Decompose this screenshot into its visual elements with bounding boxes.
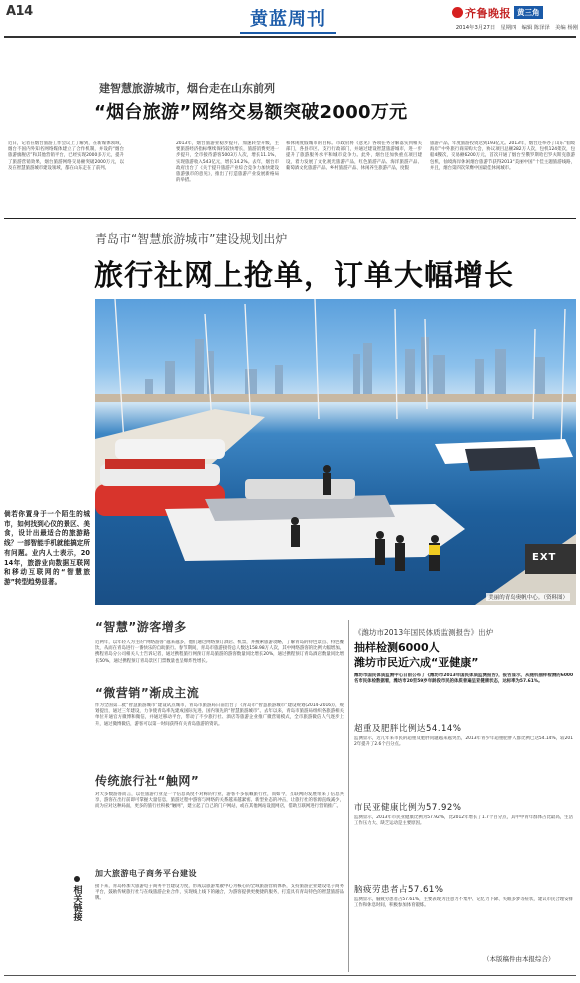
intro-text: 倘若你置身于一个陌生的城市，如何找到心仪的景区、美食，设计出最适合的旅游路线？一部智能手机就能搞定所有问题。业内人士表示，2014年，旅游业向数据互联网和移动互联网的“智慧旅游”转型趋势显著。 (4, 510, 90, 586)
article2-sub2-text: 作为全国第二批“智慧旅游城市”建设试点城市，青岛市旅游局日前出台了《青岛市“智慧旅游城市”建设规划(2014-2016)》，规划提出，通过三年建设，力争使青岛率先建成国际先进、国内领先的“智慧旅游城市”。去年以来，青岛市旅游局组织各旅游相关单位开通官方微博和微信，并通过移动平台，带动了不少旅行社、酒店等旅游企业推广微营销模式，全市旅游微信人气逐步上升，通过微博微信，游客可以第一时间获得有关青岛旅游的资讯。 (95, 703, 344, 727)
header-rule (4, 36, 576, 38)
article2-sub1: “智慧”游客增多 (95, 620, 187, 634)
article3-sub1: 超重及肥胖比例达54.14% (354, 724, 462, 734)
page-number: A14 (6, 4, 33, 19)
article3-sub3-text: 监测显示，脑疲劳患者占57.61%，主要表现为注意力不集中、记忆力下降、失眠多梦等症状，建议市民合理安排工作和休息时间，积极参加体育锻炼。 (354, 897, 573, 909)
article2-title: 旅行社网上抢单，订单大幅增长 (94, 258, 515, 292)
article1-kicker: 建智慧旅游城市，烟台走在山东前列 (99, 82, 275, 95)
column-divider (348, 620, 349, 972)
article2-sub1-text: 近两年，以年轻人为主的“网络游客”越来越多，他们通过网络预订酒店、机票，并搜索旅游攻略，了解青岛的特色景点、特色餐饮，从而在青岛进行一番快乐的自助旅行。春节期间，青岛市旅游接待总人数达158.98万人次，其中网络游客的比例大幅增加。携程青岛分公司相关人士告诉记者，通过携程旅行网预订青岛旅游的游客数量同比增长20%，通过携程预订青岛酒店数量同比增长50%，通过携程预订青岛景区门票数量也呈爆炸性增长。 (95, 640, 344, 664)
marina-photo-illustration (95, 299, 576, 605)
section-banner (232, 2, 344, 36)
related-link-text: 相关链接 (71, 885, 82, 921)
date-line: 2014年3月27日 星期四 编辑 陈泽泽 美编 杨刚 (455, 25, 578, 31)
article1-bottom-rule (4, 218, 576, 219)
article3-title-2: 潍坊市民近六成“亚健康” (354, 656, 479, 669)
article2-sub2: “微营销”渐成主流 (95, 686, 200, 700)
paper-logo (452, 5, 543, 20)
paper-logo-icon (452, 7, 463, 18)
article3-kicker: 《潍坊市2013年国民体质监测报告》出炉 (354, 628, 494, 637)
article1-column-2: 2013年，烟台旅游业稳步提升，加速转型升级，主要旅游经济指标继续保持较快增长，旅游消费更进一步提升，全市接待游客5003万人次，增长11.1%，实现旅游收入543亿元，增长14.2%。去年，烟台市政府出台了《关于提升旅游产业综合竞争力加快建设旅游强市的意见》，推出了打造旅游产业发展新格局的举措。 (176, 141, 279, 184)
article2-kicker: 青岛市“智慧旅游城市”建设规划出炉 (95, 232, 288, 246)
footer-rule (4, 975, 576, 976)
article3-sub2-text: 监测显示，2013年市民亚健康比例为57.92%，比2012年增长了1.7个百分点，其中中青年群体占比最高，生活工作压力大、缺乏运动是主要原因。 (354, 815, 573, 827)
article2-sub3-text: 对大多数游客而言，以往旅游行业是一个信息高度不对称的行业，游客不多依赖旅行社，而如今，互联网的发展带来了信息共享，游客在出行前即可掌握大量信息，旅游过程中游客与网络的关系越来越紧密。新型业态的冲击，让旅行社的客源直线减少，而为应对这种局面，更多的旅行社积极“触网”，建立起了自己的门户网站，或在其他网站设置网店，借助互联网进行营销推广。 (95, 792, 344, 810)
marina-photo (95, 299, 576, 605)
article3-sub3: 脑疲劳患者占57.61% (354, 885, 444, 895)
section-title: 黄蓝周刊 (250, 9, 326, 30)
article2-sub4-text: 接下来，青岛将加大旅游电子商务平台建设力度，形成以旅游集散中心为核心的全域旅游营销体系，支持旅游企业建设电子商务平台，鼓励传统旅行社与在线旅游企业合作，实现线上线下的融合，为游客提供更便捷的服务，打造具有青岛特色的智慧旅游品牌。 (95, 884, 344, 902)
article3-lead: 潍坊市国民体质监测中心日前公布了《潍坊市2013年国民体质监测报告》，报告显示，从随机抽样检测的6000名市民体检数据看，潍坊市20至59岁年龄段市民的体质普遍呈亚健康状态，达标率为57.61%。 (354, 673, 573, 685)
paper-name: 齐鲁晚报 (465, 6, 511, 20)
article1-title: “烟台旅游”网络交易额突破2000万元 (94, 102, 408, 123)
related-link-label (70, 876, 84, 921)
article2-sub3: 传统旅行社“触网” (95, 774, 200, 788)
paper-tag: 黄三角 (514, 6, 543, 19)
related-link-marker-icon (74, 876, 80, 882)
article3-title-1: 抽样检测6000人 (354, 641, 440, 654)
article2-sub4: 加大旅游电子商务平台建设 (95, 869, 197, 878)
article3-source: （本版稿件由本报综合） (483, 955, 555, 963)
section-banner-underline (240, 32, 336, 34)
article1-column-3: 和休闲度假城市的目标。市政府将《意见》各项任务分解落实到相关部门，各县市区、支行行政部门，并通过建设智慧旅游城市，进一步提升了旅游服务水平和城市竞争力。此外，烟台还加快重点项目建设，着力发展了文化观光旅游产品，红色旅游产品、海洋旅游产品、葡萄酒文化旅游产品、乡村旅游产品、休闲养生旅游产品，度假 (286, 141, 422, 171)
photo-caption: 美丽的青岛奥帆中心。（资料图） (488, 595, 568, 601)
article3-sub1-text: 监测显示，近几年来市民的超重及肥胖问题越来越突出，2013年青少年超重肥胖人群比例已达54.14%，较2012年提升了2.6个百分点。 (354, 736, 573, 748)
article3-sub2: 市民亚健康比例为57.92% (354, 803, 462, 813)
intro-box (4, 510, 90, 644)
article1-column-1: 近日，记者在烟台旅游工作会议上了解到，在新媒体领域，烟台不国内外知名网络媒体建立了合作机制，并设的“烟台旅游旗舰店”和其他营销平台，已经实现2000多万元，提升了旅游营销效果，烟台旅游网络交易额突破2000万元，以及在智慧旅游城市建设领域，都在山东走在了前列。 (8, 141, 124, 171)
boat-lettering: EXT (532, 552, 557, 563)
article1-column-4: 旅游产品，年度旅游投资达到193亿元。2013年，烟台还举办了山东“仙境海岸”中外旅行商采购大会，协议项目总额282万人次，包机124架次，包船4艘次，交易额6200万元，首次开通了烟台至俄罗斯哈巴罗夫斯克旅游包机，仙境海岸休闲烟台旅游节获得2013“美丽中国”十佳主题旅游线路，并且，烟台第四次荣膺中国最佳休闲城市。 (430, 141, 575, 171)
